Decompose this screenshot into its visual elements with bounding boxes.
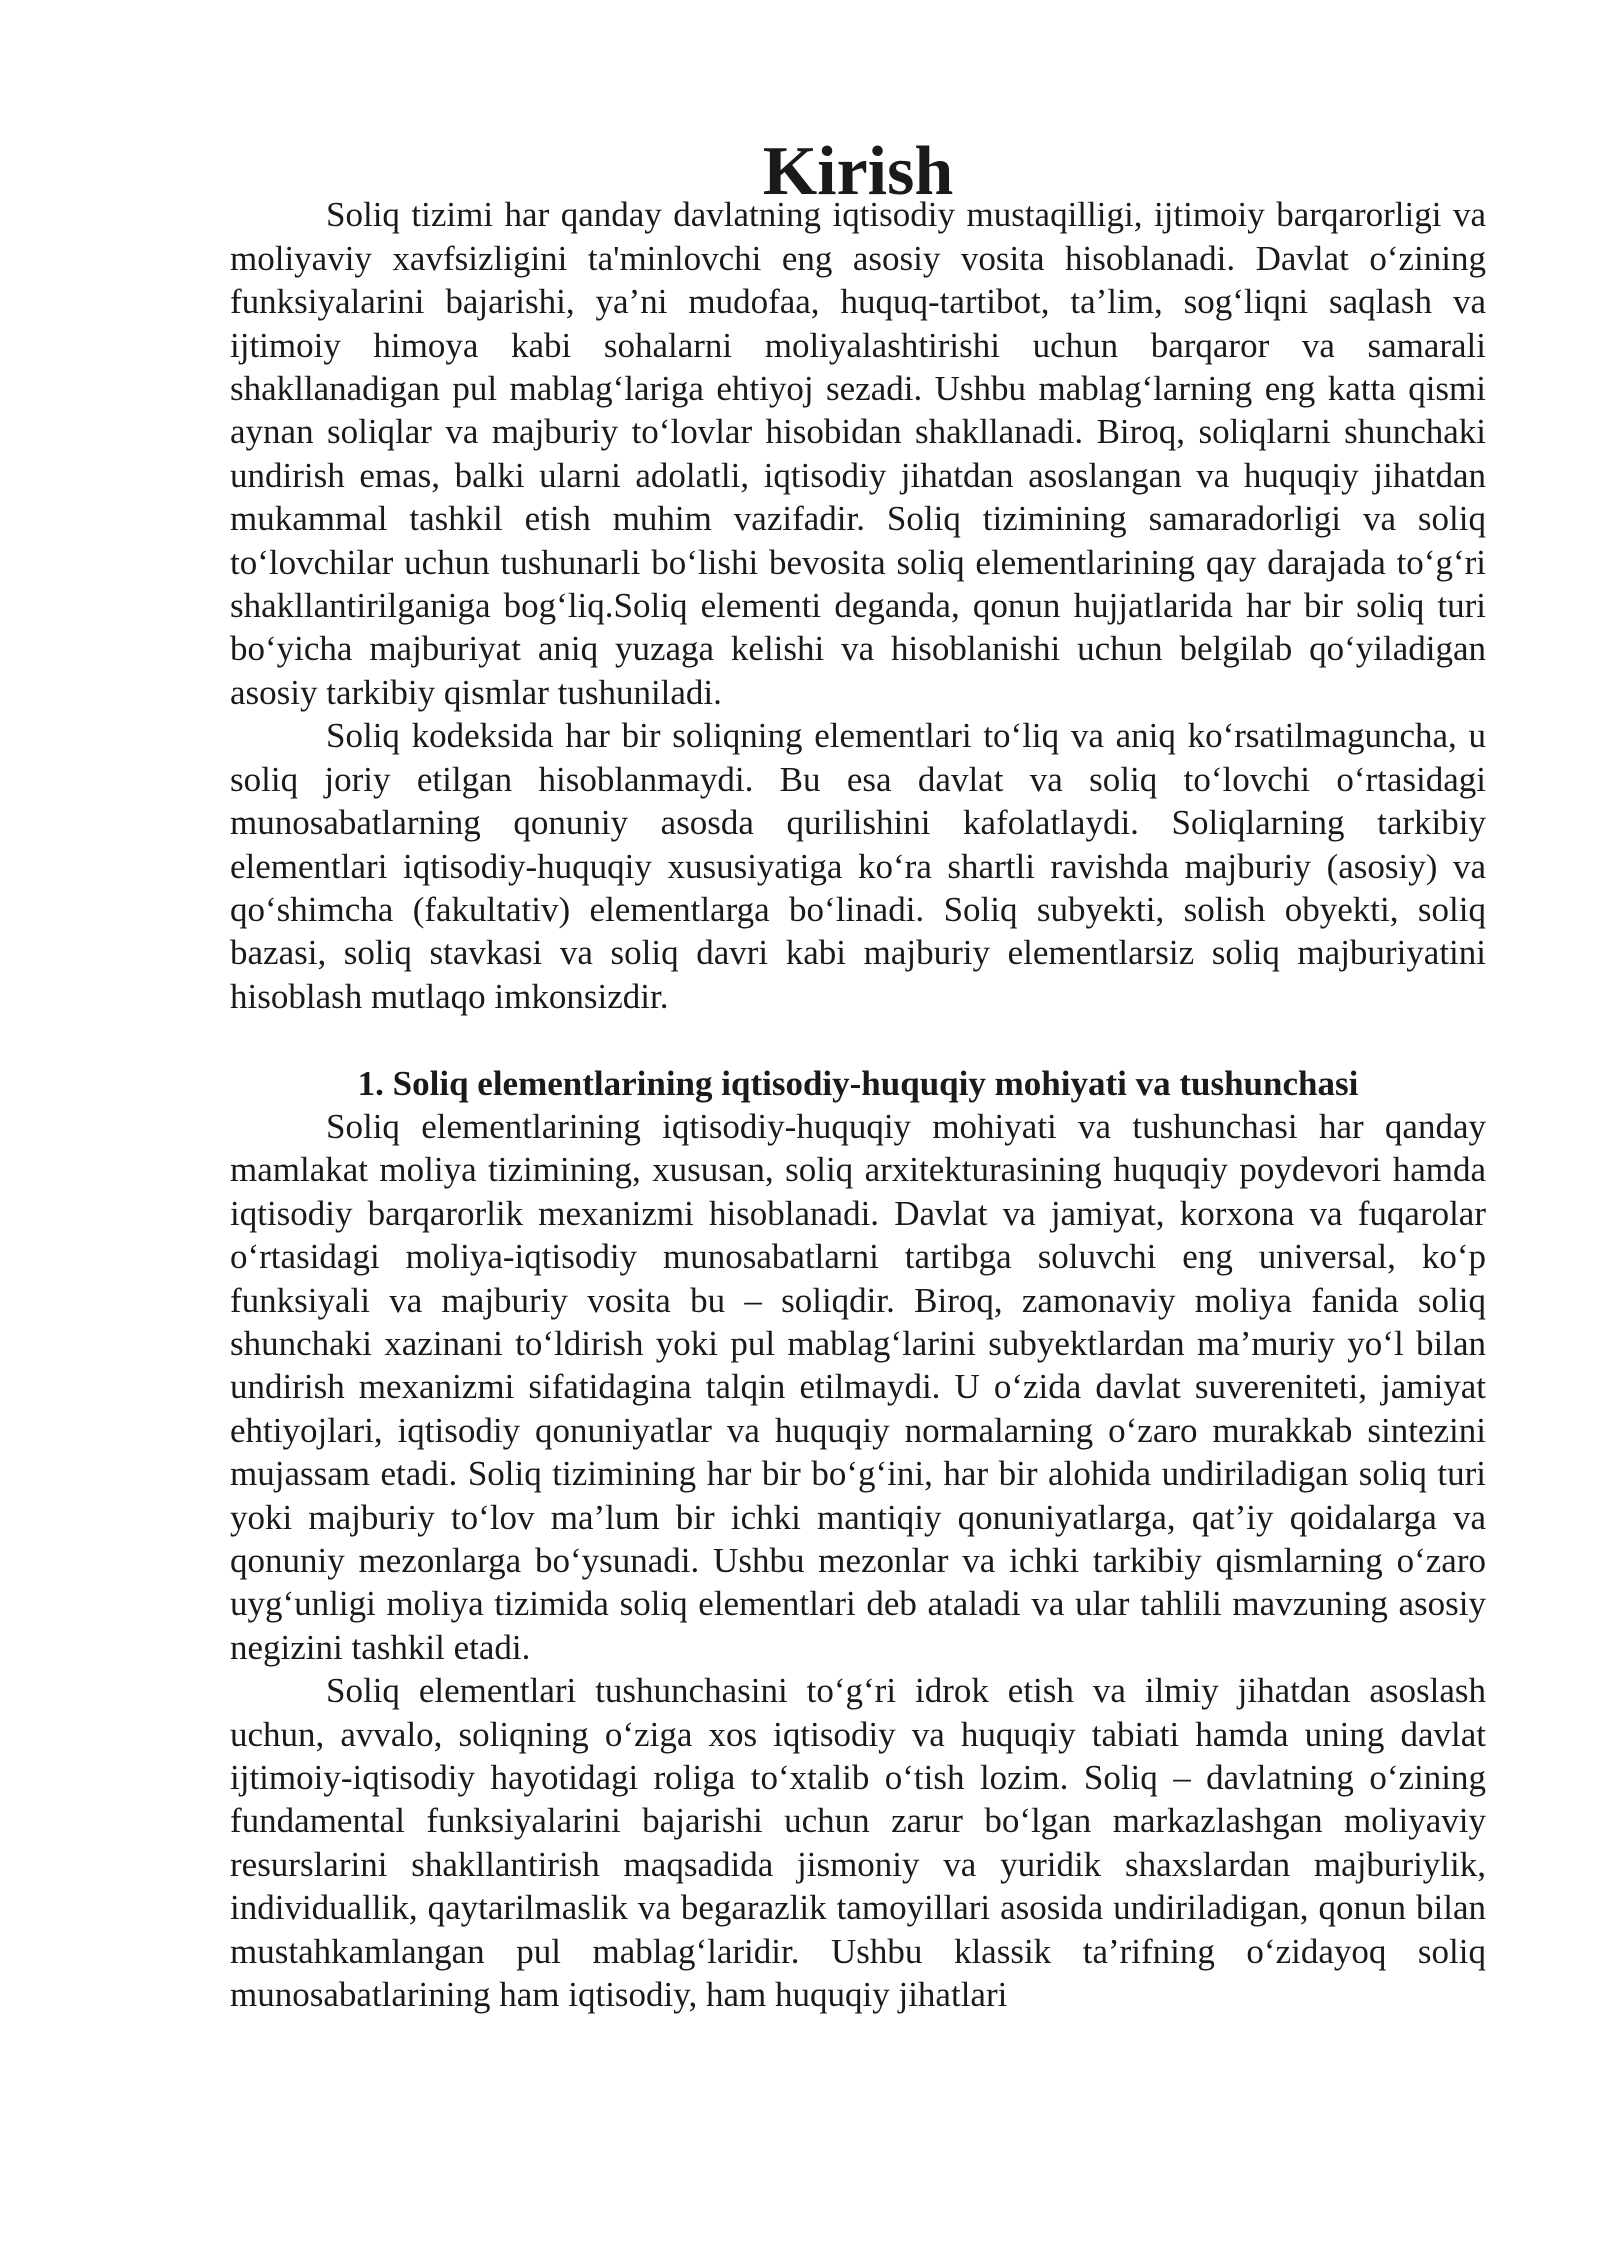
section-1-heading: 1. Soliq elementlarining iqtisodiy-huquqiy mohiyati va tushunchasi (357, 1063, 1359, 1103)
intro-paragraph-1: Soliq tizimi har qanday davlatning iqtisodiy mustaqilligi, ijtimoiy barqarorligi va moliyaviy xavfsizligini ta'minlovchi eng asosiy vosita hisoblanadi. Davlat o‘zining funksiyalarini bajarishi, ya’ni mudofaa, huquq-tartibot, ta’lim, sog‘liqni saqlash va ijtimoiy himoya kabi sohalarni moliyalashtirishi uchun barqaror va samarali shakllanadigan pul mablag‘lariga ehtiyoj sezadi. Ushbu mablag‘larning eng katta qismi aynan soliqlar va majburiy to‘lovlar hisobidan shakllanadi. Biroq, soliqlarni shunchaki undirish emas, balki ularni adolatli, iqtisodiy jihatdan asoslangan va huquqiy jihatdan mukammal tashkil etish muhim vazifadir. Soliq tizimining samaradorligi va soliq to‘lovchilar uchun tushunarli bo‘lishi bevosita soliq elementlarining qay darajada to‘g‘ri shakllantirilganiga bog‘liq.Soliq elementi deganda, qonun hujjatlarida har bir soliq turi bo‘yicha majburiyat aniq yuzaga kelishi va hisoblanishi uchun belgilab qo‘yiladigan asosiy tarkibiy qismlar tushuniladi. (230, 195, 1486, 712)
section-spacer (230, 1018, 1486, 1061)
intro-paragraph-2: Soliq kodeksida har bir soliqning elementlari to‘liq va aniq ko‘rsatilmaguncha, u soliq joriy etilgan hisoblanmaydi. Bu esa davlat va soliq to‘lovchi o‘rtasidagi munosabatlarning qonuniy asosda qurilishini kafolatlaydi. Soliqlarning tarkibiy elementlari iqtisodiy-huquqiy xususiyatiga ko‘ra shartli ravishda majburiy (asosiy) va qo‘shimcha (fakultativ) elementlarga bo‘linadi. Soliq subyekti, solish obyekti, soliq bazasi, soliq stavkasi va soliq davri kabi majburiy elementlarsiz soliq majburiyatini hisoblash mutlaqo imkonsizdir. (230, 716, 1486, 1016)
section-1-paragraph-2: Soliq elementlari tushunchasini to‘g‘ri idrok etish va ilmiy jihatdan asoslash uchun, avvalo, soliqning o‘ziga xos iqtisodiy va huquqiy tabiati hamda uning davlat ijtimoiy-iqtisodiy hayotidagi roliga to‘xtalib o‘tish lozim. Soliq – davlatning o‘zining fundamental funksiyalarini bajarishi uchun zarur bo‘lgan markazlashgan moliyaviy resurslarini shakllantirish maqsadida jismoniy va yuridik shaxslardan majburiylik, individuallik, qaytarilmaslik va begarazlik tamoyillari asosida undiriladigan, qonun bilan mustahkamlangan pul mablag‘laridir. Ushbu klassik ta’rifning o‘zidayoq soliq munosabatlarining ham iqtisodiy, ham huquqiy jihatlari (230, 1671, 1486, 2015)
intro-title: Kirish (762, 133, 954, 210)
document-page (230, 133, 1486, 2016)
section-1-paragraph-1: Soliq elementlarining iqtisodiy-huquqiy mohiyati va tushunchasi har qanday mamlakat moliya tizimining, xususan, soliq arxitekturasining huquqiy poydevori hamda iqtisodiy barqarorlik mexanizmi hisoblanadi. Davlat va jamiyat, korxona va fuqarolar o‘rtasidagi moliya-iqtisodiy munosabatlarni tartibga soluvchi eng universal, ko‘p funksiyali va majburiy vosita bu – soliqdir. Biroq, zamonaviy moliya fanida soliq shunchaki xazinani to‘ldirish yoki pul mablag‘larini subyektlardan ma’muriy yo‘l bilan undirish mexanizmi sifatidagina talqin etilmaydi. U o‘zida davlat suvereniteti, jamiyat ehtiyojlari, iqtisodiy qonuniyatlar va huquqiy normalarning o‘zaro murakkab sintezini mujassam etadi. Soliq tizimining har bir bo‘g‘ini, har bir alohida undiriladigan soliq turi yoki majburiy to‘lov ma’lum bir ichki mantiqiy qonuniyatlarga, qat’iy qoidalarga va qonuniy mezonlarga bo‘ysunadi. Ushbu mezonlar va ichki tarkibiy qismlarning o‘zaro uyg‘unligi moliya tizimida soliq elementlari deb ataladi va ular tahlili mavzuning asosiy negizini tashkil etadi. (230, 1106, 1486, 1667)
